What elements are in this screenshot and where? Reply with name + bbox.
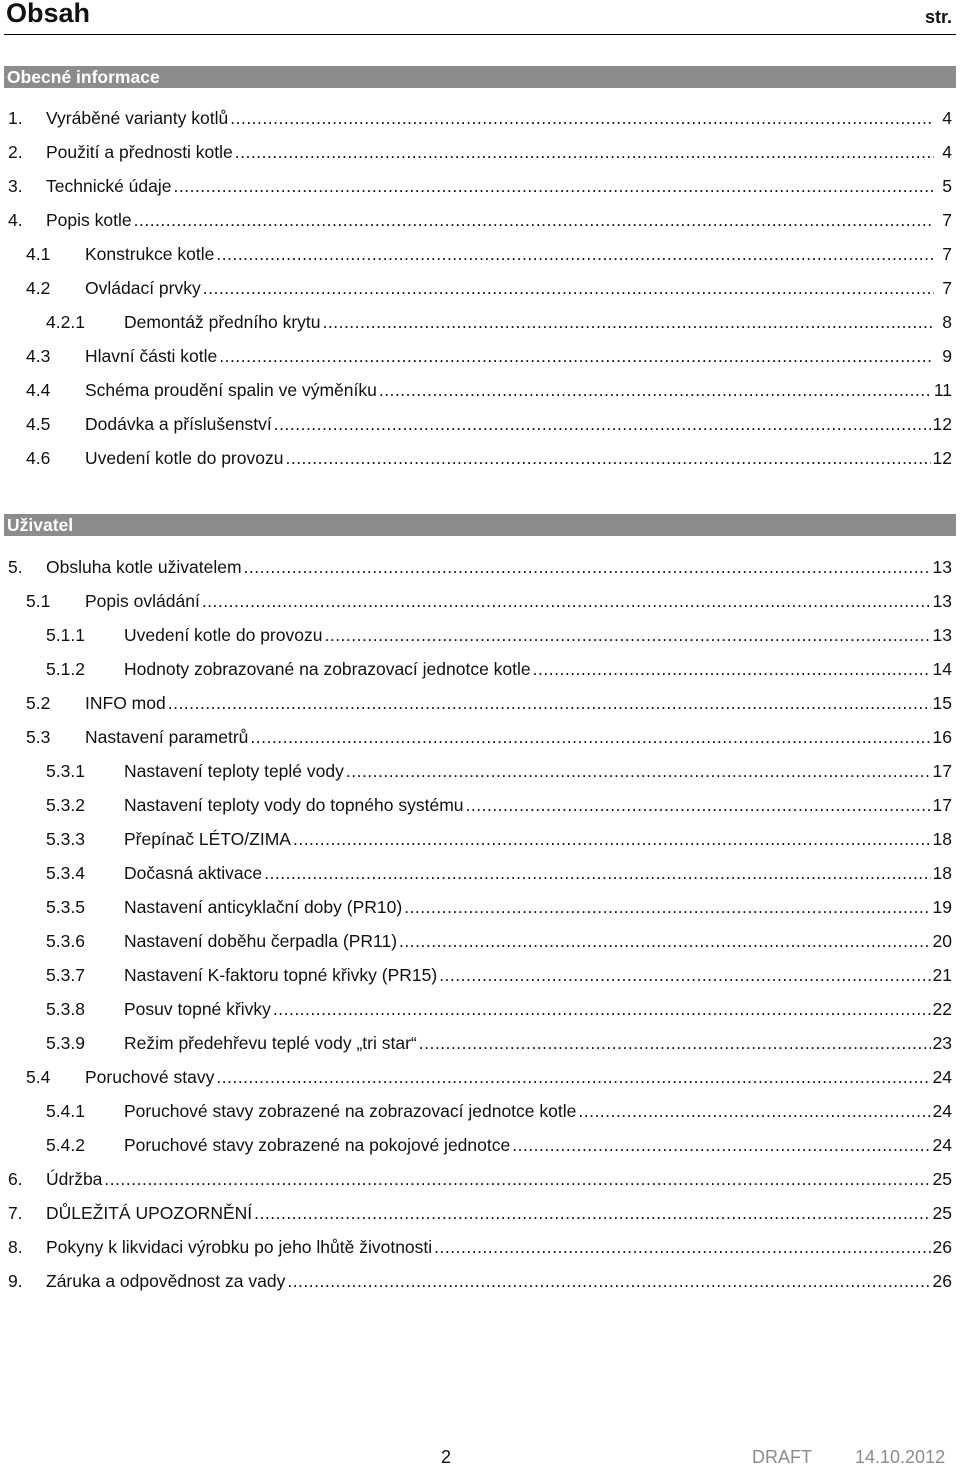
toc-entry-page: 15 <box>932 693 952 713</box>
toc-entry-title: Režim předehřevu teplé vody „tri star“ <box>124 1033 417 1053</box>
toc-entry[interactable] <box>0 1060 960 1094</box>
toc-entry-title: Pokyny k likvidaci výrobku po jeho lhůtě životnosti <box>46 1237 433 1257</box>
draft-date: 14.10.2012 <box>855 1447 946 1467</box>
toc-entry-number: 5.3.1 <box>46 761 85 781</box>
toc-dot-leader <box>274 407 931 441</box>
page-number: 2 <box>441 1447 452 1467</box>
toc-entry-page: 4 <box>942 142 952 162</box>
toc-entry-title: Nastavení parametrů <box>85 727 249 747</box>
toc-entry-page: 14 <box>932 659 952 679</box>
toc-entry-title: Nastavení anticyklační doby (PR10) <box>124 897 403 917</box>
toc-entry[interactable] <box>0 1026 960 1060</box>
toc-entry-number: 8. <box>8 1237 23 1257</box>
toc-dot-leader <box>434 1230 930 1264</box>
toc-entry-page: 13 <box>932 557 952 577</box>
toc-entry-number: 4.2 <box>26 278 51 298</box>
toc-entry-number: 5. <box>8 557 23 577</box>
toc-entry-number: 5.3.4 <box>46 863 85 883</box>
toc-entry[interactable] <box>0 584 960 618</box>
toc-entry-number: 5.1.2 <box>46 659 85 679</box>
toc-entry-number: 4.4 <box>26 380 51 400</box>
toc-entry-page: 13 <box>932 591 952 611</box>
toc-entry-title: Nastavení teploty teplé vody <box>124 761 344 781</box>
toc-entry[interactable] <box>0 271 960 305</box>
toc-entry-page: 22 <box>932 999 952 1019</box>
toc-entry[interactable] <box>0 1094 960 1128</box>
toc-dot-leader <box>324 618 930 652</box>
toc-entry-number: 3. <box>8 176 23 196</box>
toc-entry-title: Dodávka a příslušenství <box>85 414 272 434</box>
toc-entry[interactable] <box>0 135 960 169</box>
toc-entry[interactable] <box>0 373 960 407</box>
toc-entry-title: Ovládací prvky <box>85 278 201 298</box>
toc-entry-page: 5 <box>942 176 952 196</box>
toc-entry-title: Poruchové stavy zobrazené na zobrazovací jednotce kotle <box>124 1101 577 1121</box>
toc-entry-page: 7 <box>942 244 952 264</box>
toc-entry-number: 6. <box>8 1169 23 1189</box>
toc-entry[interactable] <box>0 754 960 788</box>
toc-entry-number: 5.3.6 <box>46 931 85 951</box>
toc-entry-page: 26 <box>932 1237 952 1257</box>
toc-entry-page: 25 <box>932 1169 952 1189</box>
toc-entry-title: Technické údaje <box>46 176 172 196</box>
toc-entry[interactable] <box>0 652 960 686</box>
toc-dot-leader <box>578 1094 930 1128</box>
toc-entry-title: Nastavení K-faktoru topné křivky (PR15) <box>124 965 438 985</box>
toc-entry-number: 2. <box>8 142 23 162</box>
toc-entry-number: 5.4 <box>26 1067 51 1087</box>
toc-entry[interactable] <box>0 101 960 135</box>
toc-entry-page: 7 <box>942 210 952 230</box>
toc-entry[interactable] <box>0 237 960 271</box>
toc-dot-leader <box>466 788 931 822</box>
toc-entry-title: Dočasná aktivace <box>124 863 263 883</box>
section-header-user: Uživatel <box>4 514 956 536</box>
toc-entry-title: Poruchové stavy zobrazené na pokojové jednotce <box>124 1135 511 1155</box>
toc-entry[interactable] <box>0 618 960 652</box>
toc-entry[interactable] <box>0 788 960 822</box>
toc-dot-leader <box>285 441 930 475</box>
toc-entry-number: 4.5 <box>26 414 51 434</box>
toc-entry[interactable] <box>0 822 960 856</box>
toc-entry-number: 5.4.1 <box>46 1101 85 1121</box>
toc-entry[interactable] <box>0 856 960 890</box>
toc-entry-title: Schéma proudění spalin ve výměníku <box>85 380 377 400</box>
toc-dot-leader <box>254 1196 930 1230</box>
toc-entry-page: 18 <box>932 829 952 849</box>
toc-entry-title: Posuv topné křivky <box>124 999 271 1019</box>
toc-entry-number: 5.3.9 <box>46 1033 85 1053</box>
toc-entry-title: Konstrukce kotle <box>85 244 215 264</box>
page-footer <box>0 1445 960 1475</box>
page-header <box>4 0 956 35</box>
toc-entry-title: Popis ovládání <box>85 591 200 611</box>
toc-entry-number: 4. <box>8 210 23 230</box>
toc-entry[interactable] <box>0 203 960 237</box>
toc-dot-leader <box>216 1060 930 1094</box>
toc-entry-number: 9. <box>8 1271 23 1291</box>
toc-dot-leader <box>379 373 932 407</box>
toc-entry-title: Údržba <box>46 1169 103 1189</box>
toc-entry-title: Hodnoty zobrazované na zobrazovací jednotce kotle <box>124 659 531 679</box>
toc-entry-page: 13 <box>932 625 952 645</box>
page-column-label: str. <box>924 7 952 27</box>
toc-entry[interactable] <box>0 339 960 373</box>
toc-entry-page: 24 <box>932 1067 952 1087</box>
toc-entry[interactable] <box>0 924 960 958</box>
toc-entry-page: 11 <box>933 380 952 400</box>
toc-entry-title: Přepínač LÉTO/ZIMA <box>124 829 291 849</box>
toc-dot-leader <box>174 169 935 203</box>
toc-entry-number: 4.6 <box>26 448 51 468</box>
toc-dot-leader <box>250 720 930 754</box>
toc-entry-number: 5.4.2 <box>46 1135 85 1155</box>
draft-label: DRAFT <box>752 1447 812 1467</box>
toc-entry-number: 5.3.5 <box>46 897 85 917</box>
toc-general <box>0 101 960 475</box>
toc-entry-page: 24 <box>932 1135 952 1155</box>
toc-entry[interactable] <box>0 305 960 339</box>
toc-entry-title: DŮLEŽITÁ UPOZORNĚNÍ <box>46 1203 253 1223</box>
toc-entry-page: 25 <box>932 1203 952 1223</box>
toc-dot-leader <box>230 101 934 135</box>
toc-dot-leader <box>323 305 935 339</box>
toc-dot-leader <box>202 584 931 618</box>
toc-entry-title: Uvedení kotle do provozu <box>85 448 284 468</box>
toc-entry-number: 5.3.2 <box>46 795 85 815</box>
toc-entry-number: 5.3 <box>26 727 51 747</box>
toc-entry-number: 1. <box>8 108 23 128</box>
toc-entry-title: Použití a přednosti kotle <box>46 142 233 162</box>
toc-dot-leader <box>404 890 930 924</box>
toc-entry-title: Nastavení teploty vody do topného systému <box>124 795 464 815</box>
toc-entry-number: 4.2.1 <box>46 312 85 332</box>
toc-entry-page: 20 <box>932 931 952 951</box>
toc-entry-page: 16 <box>932 727 952 747</box>
toc-entry-page: 8 <box>942 312 952 332</box>
toc-entry-number: 5.2 <box>26 693 51 713</box>
toc-entry-page: 23 <box>932 1033 952 1053</box>
toc-dot-leader <box>293 822 931 856</box>
toc-dot-leader <box>203 271 934 305</box>
toc-entry-title: Demontáž předního krytu <box>124 312 321 332</box>
toc-dot-leader <box>168 686 931 720</box>
section-header-general: Obecné informace <box>4 66 956 88</box>
toc-entry-page: 12 <box>932 414 952 434</box>
toc-dot-leader <box>104 1162 930 1196</box>
toc-entry-page: 21 <box>932 965 952 985</box>
page-title: Obsah <box>6 0 91 28</box>
toc-entry-title: Nastavení doběhu čerpadla (PR11) <box>124 931 398 951</box>
toc-entry-number: 5.3.3 <box>46 829 85 849</box>
toc-entry[interactable] <box>0 958 960 992</box>
toc-dot-leader <box>219 339 934 373</box>
toc-entry-title: Hlavní části kotle <box>85 346 218 366</box>
toc-entry-page: 9 <box>942 346 952 366</box>
toc-dot-leader <box>512 1128 930 1162</box>
toc-entry-page: 18 <box>932 863 952 883</box>
toc-entry[interactable] <box>0 169 960 203</box>
toc-entry-title: Obsluha kotle uživatelem <box>46 557 242 577</box>
toc-entry-number: 4.3 <box>26 346 51 366</box>
toc-dot-leader <box>264 856 930 890</box>
toc-entry-number: 5.3.7 <box>46 965 85 985</box>
toc-entry-number: 5.1 <box>26 591 51 611</box>
toc-entry-page: 17 <box>932 761 952 781</box>
toc-dot-leader <box>533 652 931 686</box>
toc-entry-number: 5.1.1 <box>46 625 85 645</box>
toc-entry[interactable] <box>0 1128 960 1162</box>
toc-dot-leader <box>287 1264 930 1298</box>
toc-entry-page: 24 <box>932 1101 952 1121</box>
toc-entry-number: 5.3.8 <box>46 999 85 1019</box>
toc-entry-page: 17 <box>932 795 952 815</box>
toc-entry-page: 26 <box>932 1271 952 1291</box>
toc-entry-title: Popis kotle <box>46 210 132 230</box>
toc-entry-title: Poruchové stavy <box>85 1067 215 1087</box>
toc-entry-title: Záruka a odpovědnost za vady <box>46 1271 286 1291</box>
toc-entry-title: Uvedení kotle do provozu <box>124 625 323 645</box>
toc-entry-page: 7 <box>942 278 952 298</box>
toc-entry-number: 4.1 <box>26 244 51 264</box>
toc-dot-leader <box>346 754 931 788</box>
toc-entry[interactable] <box>0 1264 960 1298</box>
toc-dot-leader <box>399 924 930 958</box>
toc-entry[interactable] <box>0 686 960 720</box>
toc-entry[interactable] <box>0 720 960 754</box>
toc-dot-leader <box>235 135 934 169</box>
toc-user <box>0 550 960 1298</box>
toc-entry-page: 12 <box>932 448 952 468</box>
toc-entry-title: Vyráběné varianty kotlů <box>46 108 229 128</box>
toc-entry-page: 19 <box>932 897 952 917</box>
toc-entry[interactable] <box>0 441 960 475</box>
toc-dot-leader <box>273 992 931 1026</box>
toc-dot-leader <box>419 1026 931 1060</box>
toc-entry-number: 7. <box>8 1203 23 1223</box>
toc-entry-title: INFO mod <box>85 693 166 713</box>
toc-dot-leader <box>439 958 930 992</box>
toc-dot-leader <box>134 203 934 237</box>
toc-entry[interactable] <box>0 1162 960 1196</box>
toc-entry[interactable] <box>0 407 960 441</box>
toc-entry-page: 4 <box>942 108 952 128</box>
toc-entry[interactable] <box>0 550 960 584</box>
toc-dot-leader <box>244 550 931 584</box>
toc-entry[interactable] <box>0 890 960 924</box>
toc-dot-leader <box>216 237 934 271</box>
toc-entry[interactable] <box>0 992 960 1026</box>
toc-entry[interactable] <box>0 1230 960 1264</box>
toc-entry[interactable] <box>0 1196 960 1230</box>
